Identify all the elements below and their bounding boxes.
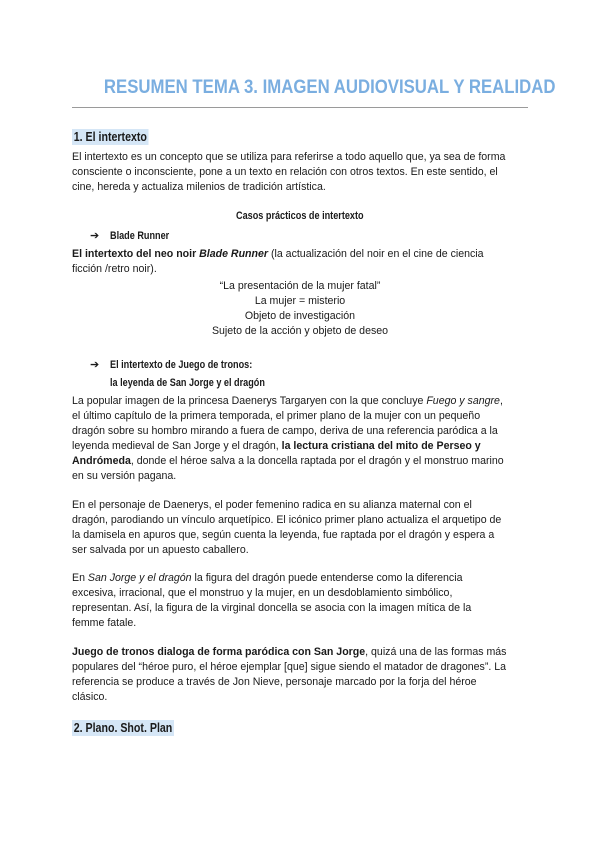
section-heading-plano: 2. Plano. Shot. Plan bbox=[73, 721, 173, 735]
got-p4-line-1: Juego de tronos dialoga de forma paródica con San Jorge, quizá una de las formas más bbox=[72, 646, 507, 658]
arrow-bullet-icon: ➔ bbox=[90, 230, 100, 242]
got-p3-line-1: En San Jorge y el dragón la figura del dragón puede entenderse como la diferencia bbox=[72, 572, 463, 584]
intertexto-line-3: cine, hereda y actualiza milenios de tradición artística. bbox=[72, 181, 326, 193]
quote-line-4: Sujeto de la acción y objeto de deseo bbox=[211, 325, 389, 337]
got-p1-line-1: La popular imagen de la princesa Daenerys Targaryen con la que concluye Fuego y sangre, bbox=[72, 395, 503, 407]
got-p4-line-3: referencia se produce a través de Jon Nieve, personaje marcado por la forja del héroe bbox=[72, 676, 477, 688]
quote-line-3: Objeto de investigación bbox=[244, 310, 356, 322]
got-p1-line-3: dragón sobre su hombro mirando a fuera de campo, deriva de una referencia paródica a la bbox=[72, 425, 498, 437]
got-p2-line-3: la damisela en apuros que, según cuenta la leyenda, fue raptada por el dragón y espera a bbox=[72, 529, 495, 541]
got-p1-line-4: leyenda medieval de San Jorge y el dragón, la lectura cristiana del mito de Perseo y bbox=[72, 440, 481, 452]
got-p2-line-1: En el personaje de Daenerys, el poder femenino radica en su alianza maternal con el bbox=[72, 499, 472, 511]
got-p2-line-2: dragón, parodiando un vínculo arquetípico. El icónico primer plano actualiza el arquetipo de bbox=[72, 514, 502, 526]
got-p1-line-5: Andrómeda, donde el héroe salva a la doncella raptada por el dragón y el monstruo marino bbox=[72, 455, 504, 467]
bullet-blade-runner: Blade Runner bbox=[110, 230, 170, 242]
got-p3-line-3: representan. Así, la figura de la virginal doncella se asocia con la imagen mítica de la bbox=[72, 602, 472, 614]
quote-line-1: “La presentación de la mujer fatal” bbox=[219, 280, 381, 292]
document-title: RESUMEN TEMA 3. IMAGEN AUDIOVISUAL Y REALIDAD bbox=[103, 76, 556, 98]
intertexto-line-2: consciente o inconsciente, pone a un texto en relación con otros textos. En este sentido, el bbox=[72, 166, 498, 178]
got-p4-line-2: populares del “héroe puro, el héroe ejemplar [que] sigue siendo el matador de dragones”. La bbox=[72, 661, 507, 673]
got-p3-line-4: femme fatale. bbox=[72, 617, 137, 629]
casos-heading: Casos prácticos de intertexto bbox=[236, 210, 364, 222]
blade-intro-line-1: El intertexto del neo noir Blade Runner (la actualización del noir en el cine de ciencia bbox=[72, 248, 484, 260]
got-p2-line-4: ser salvada por un apuesto caballero. bbox=[72, 544, 249, 556]
title-divider bbox=[72, 107, 528, 108]
section-heading-intertexto: 1. El intertexto bbox=[73, 130, 147, 144]
got-p1-line-2: el último capítulo de la primera temporada, el primer plano de la mujer con un pequeño bbox=[72, 410, 481, 422]
got-p4-line-4: clásico. bbox=[72, 691, 108, 703]
got-p1-line-6: en su versión pagana. bbox=[72, 470, 177, 482]
blade-intro-line-2: ficción /retro noir). bbox=[72, 263, 157, 275]
bullet-juego-de-tronos: El intertexto de Juego de tronos: bbox=[110, 359, 253, 371]
got-p3-line-2: excesiva, irracional, que el monstruo y la mujer, en un desdoblamiento simbólico, bbox=[72, 587, 453, 599]
bullet-juego-de-tronos-line-2: la leyenda de San Jorge y el dragón bbox=[110, 377, 265, 389]
intertexto-line-1: El intertexto es un concepto que se utiliza para referirse a todo aquello que, ya sea de forma bbox=[72, 151, 506, 163]
arrow-bullet-icon: ➔ bbox=[90, 359, 100, 371]
quote-line-2: La mujer = misterio bbox=[254, 295, 346, 307]
